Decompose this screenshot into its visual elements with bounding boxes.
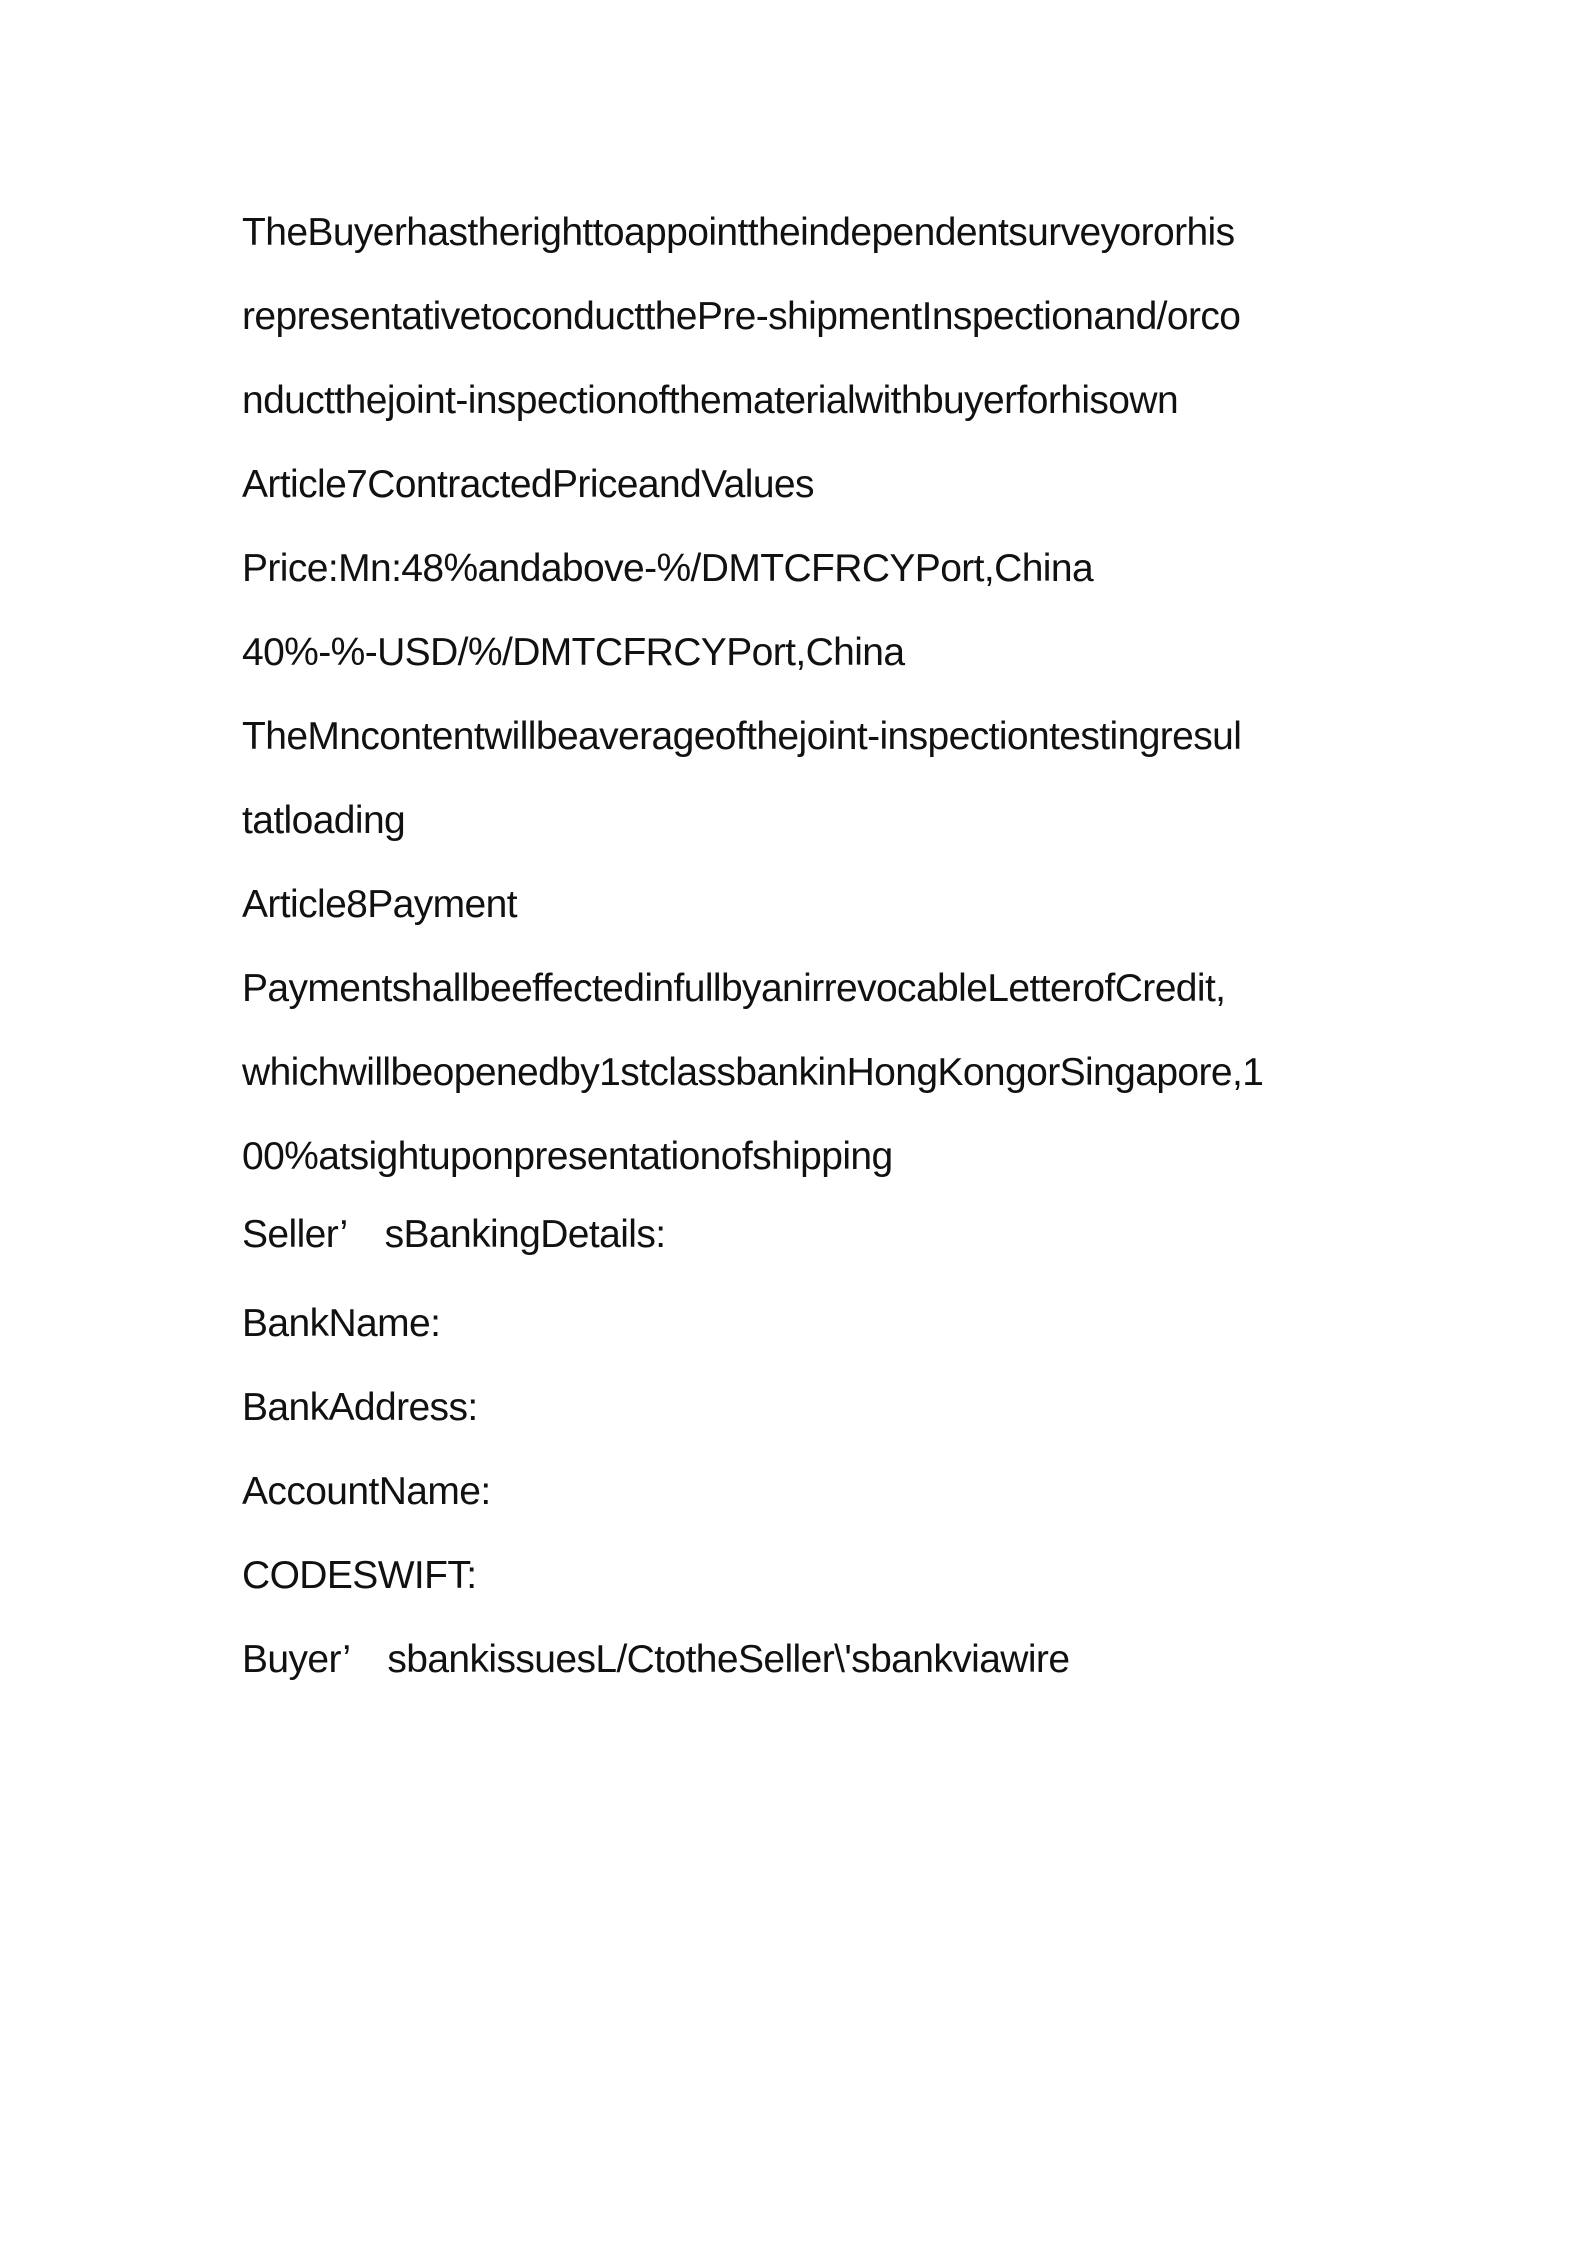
text-line: tatloading xyxy=(242,799,406,842)
text-line: representativetoconductthePre-shipmentInspectionand/orco xyxy=(242,295,1241,338)
text-line: nductthejoint-inspectionofthematerialwithbuyerforhisown xyxy=(242,379,1179,422)
swift-code-label: CODESWIFT: xyxy=(242,1554,477,1597)
text-line: whichwillbeopenedby1stclassbankinHongKongorSingapore,1 xyxy=(242,1051,1264,1094)
text-line: 00%atsightuponpresentationofshipping xyxy=(242,1135,893,1178)
text-line: Price:Mn:48%andabove-%/DMTCFRCYPort,China xyxy=(242,547,1094,590)
account-name-label: AccountName: xyxy=(242,1470,491,1513)
article-heading: Article8Payment xyxy=(242,883,517,926)
bank-name-label: BankName: xyxy=(242,1302,441,1345)
bank-address-label: BankAddress: xyxy=(242,1386,478,1429)
text-line: PaymentshallbeeffectedinfullbyanirrevocableLetterofCredit, xyxy=(242,967,1226,1010)
article-heading: Article7ContractedPriceandValues xyxy=(242,463,814,506)
banking-details-heading: Seller’ sBankingDetails: xyxy=(242,1213,666,1256)
text-line: Buyer’ sbankissuesL/CtotheSeller\'sbankviawire xyxy=(242,1638,1070,1681)
text-line: 40%-%-USD/%/DMTCFRCYPort,China xyxy=(242,631,905,674)
text-line: TheBuyerhastherighttoappointtheindependentsurveyororhis xyxy=(242,211,1235,254)
text-line: TheMncontentwillbeaverageofthejoint-inspectiontestingresul xyxy=(242,715,1242,758)
